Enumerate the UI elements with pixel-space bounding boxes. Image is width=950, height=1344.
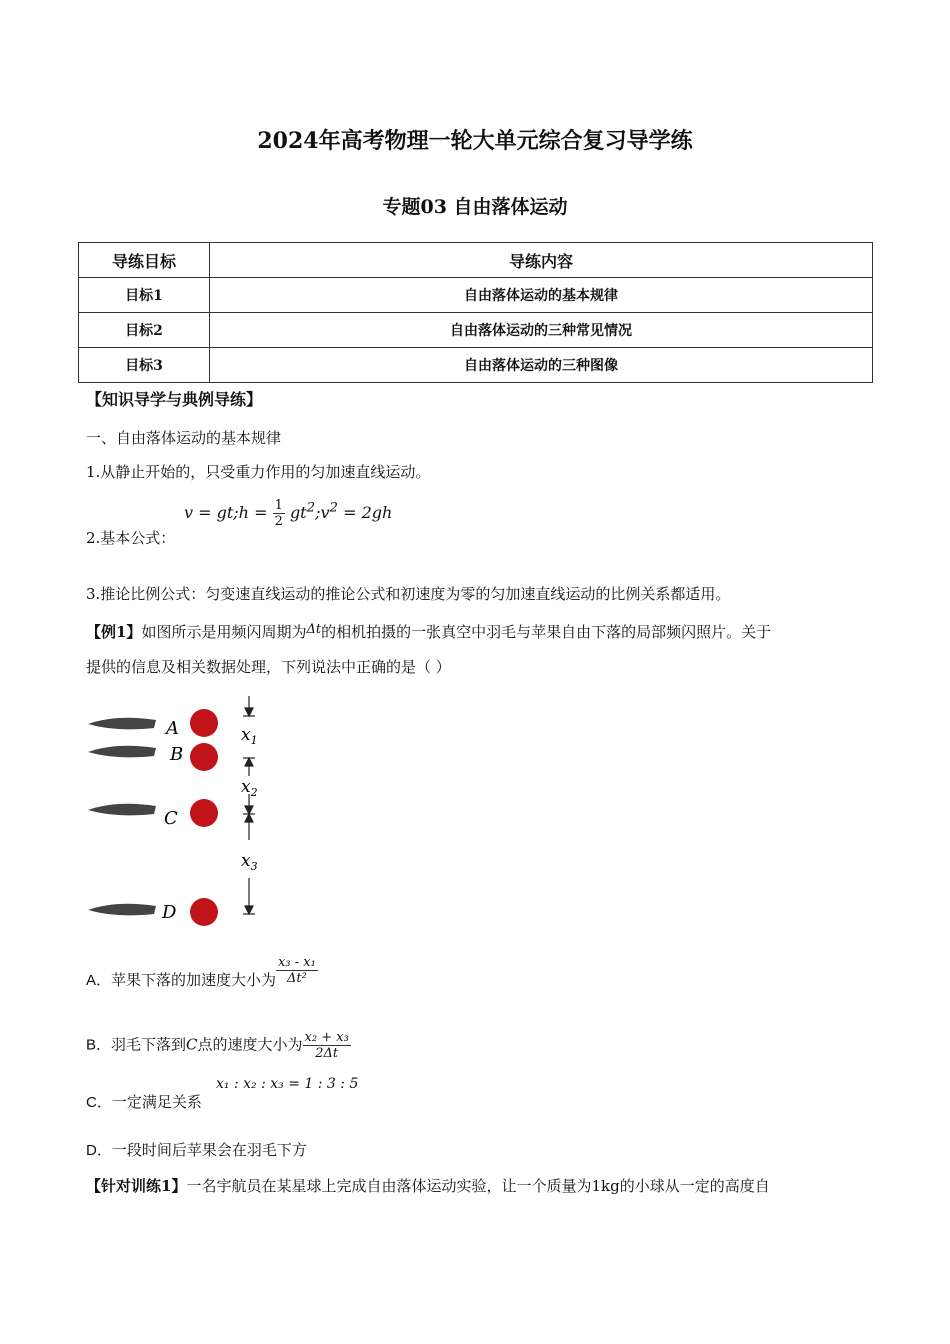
point-label-b: B: [170, 744, 184, 765]
table-header-goal: 导练目标: [79, 243, 210, 278]
topic-subtitle: 专题03 自由落体运动: [382, 196, 568, 218]
point-label-a: A: [166, 718, 179, 739]
table-row: [79, 313, 873, 348]
option-d[interactable]: D．一段时间后苹果会在羽毛下方: [86, 1141, 307, 1159]
table-row: [79, 278, 873, 313]
point3-text: 3.推论比例公式：匀变速直线运动的推论公式和初速度为零的匀加速直线运动的比例关系都适用。: [86, 585, 731, 603]
section-heading: 【知识导学与典例导练】: [86, 390, 263, 409]
table-header-content: 导练内容: [210, 243, 873, 278]
apple-icon: [190, 709, 218, 926]
example1-line2: 提供的信息及相关数据处理，下列说法中正确的是（ ）: [86, 658, 451, 676]
point2-label: 2.基本公式：: [86, 529, 176, 547]
content-cell: 自由落体运动的三种图像: [210, 348, 873, 383]
option-b[interactable]: B．羽毛下落到C点的速度大小为 $\frac{\text{x₂ + x₃}}{2\Delta t}$: [86, 1030, 349, 1061]
example1-line1: 【例1】如图所示是用频闪周期为Δt的相机拍摄的一张真空中羽毛与苹果自由下落的局部频闪照片。关于: [86, 622, 772, 641]
content-cell: 自由落体运动的基本规律: [210, 278, 873, 313]
section1-heading: 一、自由落体运动的基本规律: [86, 429, 282, 447]
goal-cell: 目标3: [79, 348, 210, 383]
option-c-formula: x₁ : x₂ : x₃ = 1 : 3 : 5: [216, 1076, 359, 1092]
point-label-c: C: [164, 808, 178, 829]
goals-table: [78, 242, 873, 383]
distance-label-x2: $x_2$: [241, 777, 258, 799]
option-a[interactable]: A．苹果下落的加速度大小为 $\frac{\text{x₃ - x₁}}{\text{Δt²}}$: [86, 954, 316, 989]
feather-icon: [88, 718, 156, 916]
goal-cell: 目标2: [79, 313, 210, 348]
page-title: 2024年高考物理一轮大单元综合复习导学练: [257, 128, 693, 154]
table-header-row: [79, 243, 873, 278]
strobe-photo-figure: [86, 694, 286, 934]
point1-text: 1.从静止开始的，只受重力作用的匀加速直线运动。: [86, 463, 431, 481]
formula-basic: v = gt;h = $\frac{1}{2}$ $gt^2;v^2 = 2gh$: [184, 498, 393, 529]
option-c[interactable]: C．一定满足关系: [86, 1093, 202, 1111]
distance-label-x3: $x_3$: [241, 851, 258, 873]
goal-cell: 目标1: [79, 278, 210, 313]
training1-line: 【针对训练1】一名宇航员在某星球上完成自由落体运动实验，让一个质量为1kg的小球从一定的高度自: [86, 1177, 770, 1195]
point-label-d: D: [162, 902, 177, 923]
distance-label-x1: $x_1$: [241, 725, 258, 747]
content-cell: 自由落体运动的三种常见情况: [210, 313, 873, 348]
table-row: [79, 348, 873, 383]
example-tag: 【例1】: [86, 623, 142, 641]
